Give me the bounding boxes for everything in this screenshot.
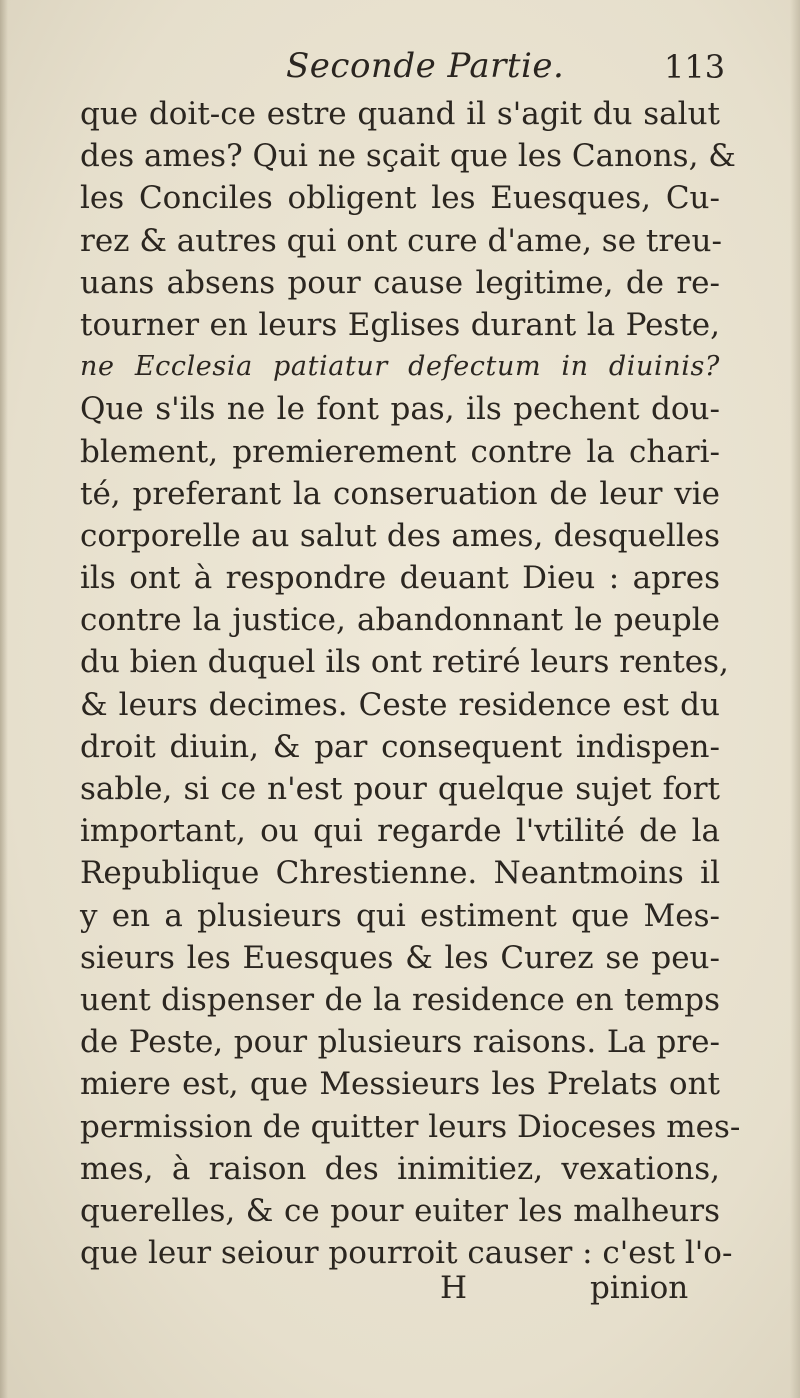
text-line: droit diuin, & par consequent indispen- (80, 728, 720, 765)
text-line: permission de quitter leurs Dioceses mes- (80, 1108, 741, 1145)
text-line: blement, premierement contre la chari- (80, 433, 720, 470)
text-line: uans absens pour cause legitime, de re- (80, 264, 720, 301)
text-line: important, ou qui regarde l'vtilité de la (80, 813, 720, 850)
latin-quote-line: ne Ecclesia patiatur defectum in diuinis? (80, 351, 720, 383)
text-line: corporelle au salut des ames, desquelles (80, 517, 720, 554)
text-line: les Conciles obligent les Euesques, Cu- (80, 180, 720, 217)
page-edge-left (0, 0, 8, 1398)
text-line: & leurs decimes. Ceste residence est du (80, 686, 720, 723)
text-line: ils ont à respondre deuant Dieu : apres (80, 560, 720, 597)
text-line: miere est, que Messieurs les Prelats ont (80, 1066, 720, 1103)
text-line: té, preferant la conseruation de leur vie (80, 475, 720, 512)
signature-mark: H (440, 1270, 468, 1306)
text-line: uent dispenser de la residence en temps (80, 981, 720, 1018)
text-line: Republique Chrestienne. Neantmoins il (80, 855, 720, 892)
text-line: rez & autres qui ont cure d'ame, se treu- (80, 222, 722, 259)
text-line: sable, si ce n'est pour quelque sujet fort (80, 771, 720, 807)
text-line: de Peste, pour plusieurs raisons. La pre- (80, 1024, 720, 1061)
text-line: querelles, & ce pour euiter les malheurs (80, 1192, 720, 1229)
text-line: sieurs les Euesques & les Curez se peu- (80, 939, 720, 976)
page-edge-right (790, 0, 800, 1398)
text-line: y en a plusieurs qui estiment que Mes- (80, 897, 720, 934)
page-footer (0, 1268, 800, 1328)
page-number: 113 (664, 48, 726, 86)
text-line: du bien duquel ils ont retiré leurs rentes, (80, 644, 729, 681)
text-line: tourner en leurs Eglises durant la Peste, (80, 306, 720, 343)
running-head: Seconde Partie. (286, 46, 565, 86)
text-line: contre la justice, abandonnant le peuple (80, 602, 720, 639)
body-text (80, 93, 741, 1274)
catchword: pinion (590, 1270, 689, 1306)
text-line: des ames? Qui ne sçait que les Canons, & (80, 138, 736, 175)
text-line: mes, à raison des inimitiez, vexations, (80, 1150, 720, 1187)
text-line: que leur seiour pourroit causer : c'est l'o- (80, 1235, 733, 1272)
text-line: que doit-ce estre quand il s'agit du salut (80, 96, 720, 132)
text-line: Que s'ils ne le font pas, ils pechent dou- (80, 391, 720, 428)
